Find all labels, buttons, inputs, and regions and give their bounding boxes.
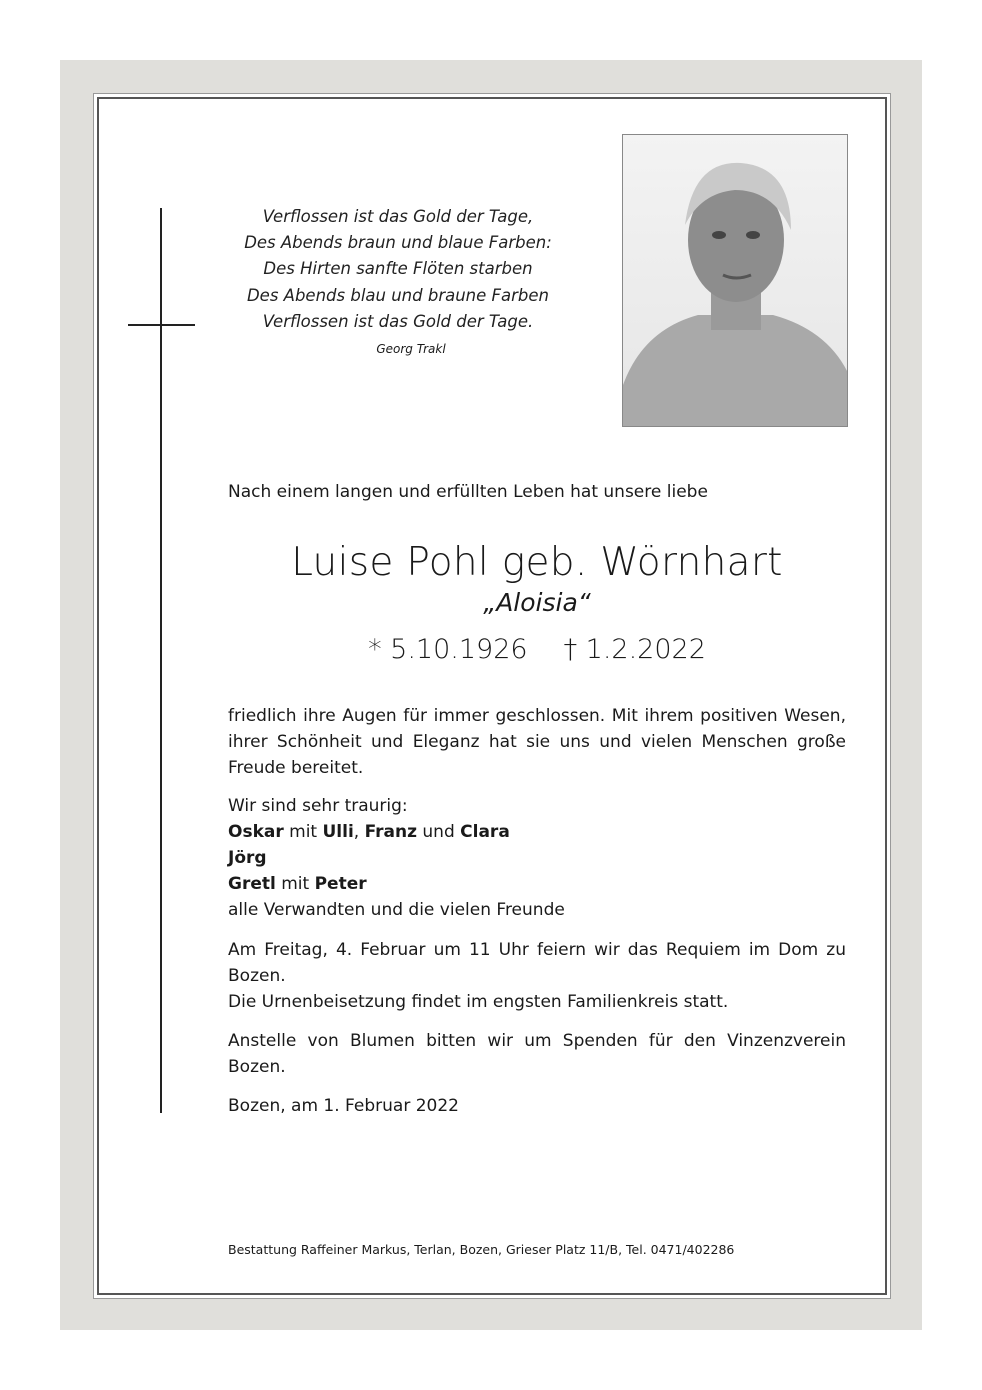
poem-line: Des Hirten sanfte Flöten starben	[263, 259, 533, 279]
death-date: † 1.2.2022	[563, 634, 706, 665]
poem-author: Georg Trakl	[376, 342, 446, 356]
mourners-line: Jörg	[228, 848, 267, 868]
mourners-line: Gretl mit Peter	[228, 874, 367, 894]
mourners-line: Oskar mit Ulli, Franz und Clara	[228, 822, 510, 842]
poem	[200, 204, 596, 335]
portrait-image	[623, 135, 848, 427]
mourners-heading: Wir sind sehr traurig:	[228, 796, 408, 816]
place-date: Bozen, am 1. Februar 2022	[228, 1096, 459, 1116]
birth-date: * 5.10.1926	[368, 634, 528, 665]
life-dates	[228, 634, 846, 665]
funeral-home-footer: Bestattung Raffeiner Markus, Terlan, Bozen, Grieser Platz 11/B, Tel. 0471/402286	[228, 1242, 735, 1257]
cross-icon-horizontal	[128, 324, 195, 326]
poem-line: Des Abends braun und blaue Farben:	[244, 233, 552, 253]
deceased-nickname: „Aloisia“	[483, 588, 591, 617]
donation-text: Anstelle von Blumen bitten wir um Spenden für den Vinzenzverein Bozen.	[228, 1031, 846, 1077]
poem-line: Verflossen ist das Gold der Tage,	[262, 207, 534, 226]
service-info	[228, 937, 846, 1015]
intro-text: Nach einem langen und erfüllten Leben hat unsere liebe	[228, 482, 708, 502]
paragraph-farewell: friedlich ihre Augen für immer geschlossen. Mit ihrem positiven Wesen, ihrer Schönheit und Eleganz hat sie uns und vielen Menschen große Freude bereitet.	[228, 706, 846, 778]
portrait-photo	[622, 134, 848, 427]
mourners	[228, 793, 846, 923]
requiem-text: Am Freitag, 4. Februar um 11 Uhr feiern wir das Requiem im Dom zu Bozen.	[228, 940, 846, 986]
mourners-line: alle Verwandten und die vielen Freunde	[228, 900, 565, 920]
poem-line: Des Abends blau und braune Farben	[246, 285, 550, 305]
poem-line: Verflossen ist das Gold der Tage.	[262, 311, 534, 331]
deceased-name: Luise Pohl geb. Wörnhart	[291, 540, 783, 585]
urn-text: Die Urnenbeisetzung findet im engsten Familienkreis statt.	[228, 992, 729, 1012]
cross-icon-vertical	[160, 208, 162, 1113]
